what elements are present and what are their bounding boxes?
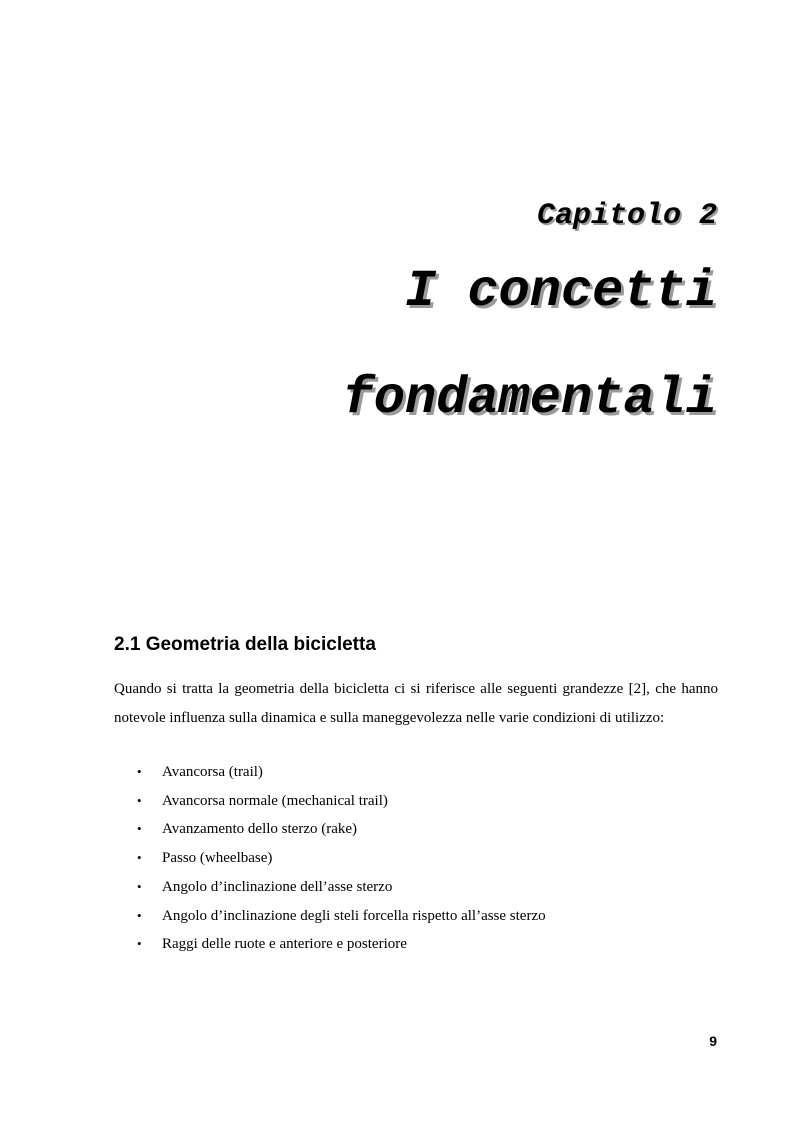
list-item-text: Avancorsa (trail): [162, 764, 263, 780]
list-item: [114, 873, 718, 902]
list-item: [114, 758, 718, 787]
list-item-text: Avanzamento dello sterzo (rake): [162, 821, 358, 838]
bullet-icon: •: [137, 764, 142, 779]
section-heading: 2.1 Geometria della bicicletta: [114, 634, 376, 655]
bullet-icon: •: [137, 821, 142, 837]
quantities-list: [114, 758, 718, 959]
chapter-title-line-2: fondamentali: [342, 369, 717, 428]
list-item-text: Avancorsa normale (mechanical trail): [162, 792, 388, 809]
list-item-text: Raggi delle ruote e anteriore e posteriore: [162, 936, 407, 953]
list-item: [114, 844, 718, 873]
list-item: [114, 902, 718, 931]
bullet-icon: •: [137, 850, 142, 866]
list-item-text: Passo (wheelbase): [162, 850, 273, 867]
list-item: [114, 815, 718, 844]
bullet-icon: •: [137, 936, 142, 952]
chapter-title-line-1: I concetti: [404, 262, 717, 321]
page-number: 9: [709, 1033, 717, 1049]
intro-paragraph: Quando si tratta la geometria della bicicletta ci si riferisce alle seguenti grandezze [2], che hanno notevole influenza sulla dinamica e sulla maneggevolezza nelle varie condizioni di utilizzo:: [114, 681, 718, 726]
bullet-icon: •: [137, 907, 142, 923]
chapter-label: Capitolo 2: [536, 199, 717, 233]
bullet-icon: •: [137, 792, 142, 808]
list-item-text: Angolo d’inclinazione dell’asse sterzo: [162, 878, 393, 895]
bullet-icon: •: [137, 878, 142, 894]
list-item: [114, 787, 718, 816]
list-item: [114, 930, 718, 959]
list-item-text: Angolo d’inclinazione degli steli forcella rispetto all’asse sterzo: [162, 907, 546, 924]
